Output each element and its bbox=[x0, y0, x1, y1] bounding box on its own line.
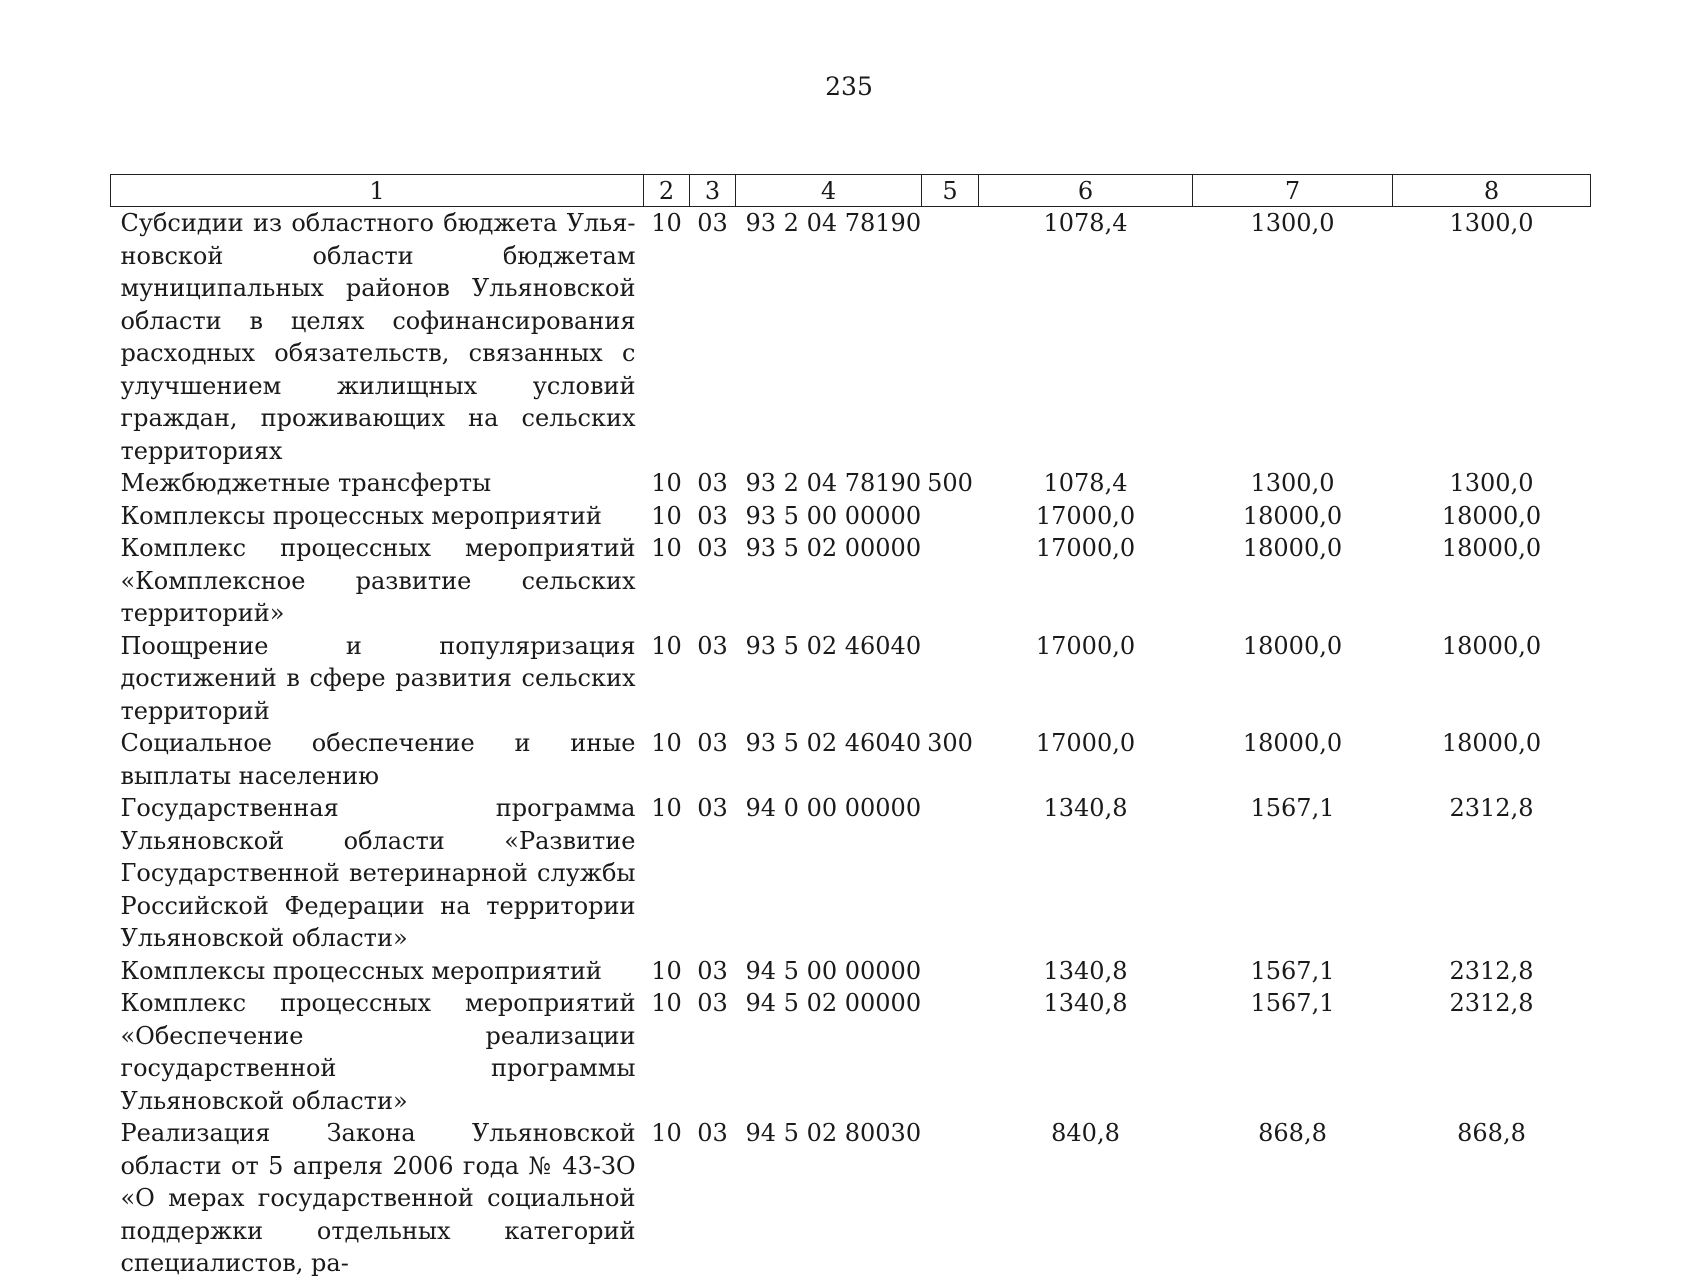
amount-col-6: 17000,0 bbox=[1035, 534, 1136, 562]
expense-type-code bbox=[922, 1117, 979, 1280]
amount-col-8: 18000,0 bbox=[1441, 631, 1542, 660]
row-description: Реализация Закона Ульяновской области от 5 апреля 2006 года № 43-ЗО «О мерах государственной социальной поддержки отдельных категорий специалистов, ра- bbox=[120, 1119, 636, 1277]
expense-type-code: 300 bbox=[927, 729, 973, 757]
amount-col-6: 17000,0 bbox=[1035, 631, 1136, 660]
amount-col-8: 2312,8 bbox=[1449, 956, 1534, 985]
page-number: 235 bbox=[825, 72, 873, 101]
table-row bbox=[111, 792, 1591, 955]
section-code: 10 bbox=[651, 469, 682, 497]
row-description: Социальное обеспечение и иные выплаты населению bbox=[120, 729, 636, 790]
table-row bbox=[111, 467, 1591, 500]
row-description: Поощрение и популяризация достижений в сфере развития сельских территорий bbox=[120, 631, 636, 725]
table-row bbox=[111, 630, 1591, 728]
column-header: 3 bbox=[690, 175, 736, 207]
amount-col-6: 1340,8 bbox=[1043, 956, 1128, 985]
subsection-code: 03 bbox=[697, 989, 728, 1017]
amount-col-7: 18000,0 bbox=[1242, 631, 1343, 660]
amount-col-7: 868,8 bbox=[1258, 1119, 1327, 1147]
target-article-code: 93 2 04 78190 bbox=[745, 209, 922, 237]
amount-col-7: 18000,0 bbox=[1242, 729, 1343, 757]
amount-col-7: 18000,0 bbox=[1242, 534, 1343, 562]
subsection-code: 03 bbox=[697, 956, 728, 985]
amount-col-6: 840,8 bbox=[1051, 1119, 1120, 1147]
section-code: 10 bbox=[651, 729, 682, 757]
subsection-code: 03 bbox=[697, 631, 728, 660]
expense-type-code: 500 bbox=[927, 469, 973, 497]
expense-type-code bbox=[922, 500, 979, 533]
section-code: 10 bbox=[651, 956, 682, 985]
amount-col-6: 1078,4 bbox=[1043, 209, 1128, 237]
amount-col-8: 18000,0 bbox=[1441, 534, 1542, 562]
subsection-code: 03 bbox=[697, 794, 728, 822]
expense-type-code bbox=[922, 630, 979, 728]
amount-col-6: 1340,8 bbox=[1043, 794, 1128, 822]
amount-col-7: 1300,0 bbox=[1250, 469, 1335, 497]
row-description: Комплексы процессных мероприятий bbox=[120, 501, 602, 530]
row-description: Комплекс процессных мероприятий «Обеспечение реализации государственной программы Ульяновской области» bbox=[120, 989, 636, 1115]
row-description: Комплекс процессных мероприятий «Комплексное развитие сельских территорий» bbox=[120, 534, 636, 627]
subsection-code: 03 bbox=[697, 534, 728, 562]
amount-col-6: 1340,8 bbox=[1043, 989, 1128, 1017]
subsection-code: 03 bbox=[697, 209, 728, 237]
amount-col-8: 2312,8 bbox=[1449, 989, 1534, 1017]
column-header: 4 bbox=[736, 175, 922, 207]
table-row bbox=[111, 207, 1591, 468]
amount-col-8: 2312,8 bbox=[1449, 794, 1534, 822]
table-row bbox=[111, 532, 1591, 630]
expense-type-code bbox=[922, 207, 979, 468]
subsection-code: 03 bbox=[697, 1119, 728, 1147]
subsection-code: 03 bbox=[697, 501, 728, 530]
target-article-code: 93 5 02 00000 bbox=[745, 534, 922, 562]
section-code: 10 bbox=[651, 631, 682, 660]
amount-col-8: 868,8 bbox=[1457, 1119, 1526, 1147]
amount-col-8: 1300,0 bbox=[1449, 209, 1534, 237]
table-row bbox=[111, 727, 1591, 792]
amount-col-6: 1078,4 bbox=[1043, 469, 1128, 497]
section-code: 10 bbox=[651, 1119, 682, 1147]
table-row bbox=[111, 500, 1591, 533]
target-article-code: 93 2 04 78190 bbox=[745, 469, 922, 497]
table-row bbox=[111, 987, 1591, 1117]
subsection-code: 03 bbox=[697, 469, 728, 497]
expense-type-code bbox=[922, 532, 979, 630]
amount-col-7: 18000,0 bbox=[1242, 501, 1343, 530]
target-article-code: 94 5 02 00000 bbox=[745, 989, 922, 1017]
target-article-code: 93 5 00 00000 bbox=[745, 501, 922, 530]
amount-col-7: 1300,0 bbox=[1250, 209, 1335, 237]
table-row bbox=[111, 1117, 1591, 1280]
row-description: Комплексы процессных мероприятий bbox=[120, 956, 602, 985]
table-header-row bbox=[111, 175, 1591, 207]
row-description: Субсидии из областного бюджета Ульяновской области бюджетам муниципальных районов Ульяновской области в целях софинансирования расходных обязательств, связанных с улучшением жилищных условий граждан, проживающих на сельских территориях bbox=[120, 209, 636, 465]
budget-table bbox=[110, 174, 1591, 1280]
expense-type-code bbox=[922, 955, 979, 988]
column-header: 8 bbox=[1393, 175, 1591, 207]
amount-col-6: 17000,0 bbox=[1035, 501, 1136, 530]
target-article-code: 94 0 00 00000 bbox=[745, 794, 922, 822]
column-header: 1 bbox=[111, 175, 644, 207]
table-row bbox=[111, 955, 1591, 988]
amount-col-7: 1567,1 bbox=[1250, 989, 1335, 1017]
subsection-code: 03 bbox=[697, 729, 728, 757]
section-code: 10 bbox=[651, 534, 682, 562]
section-code: 10 bbox=[651, 794, 682, 822]
target-article-code: 93 5 02 46040 bbox=[745, 729, 922, 757]
column-header: 5 bbox=[922, 175, 979, 207]
section-code: 10 bbox=[651, 989, 682, 1017]
section-code: 10 bbox=[651, 501, 682, 530]
amount-col-6: 17000,0 bbox=[1035, 729, 1136, 757]
amount-col-8: 1300,0 bbox=[1449, 469, 1534, 497]
column-header: 6 bbox=[979, 175, 1193, 207]
expense-type-code bbox=[922, 987, 979, 1117]
row-description: Государственная программа Ульяновской области «Развитие Государственной ветеринарной службы Российской Федерации на территории Ульяновской области» bbox=[120, 794, 636, 952]
column-header: 2 bbox=[644, 175, 690, 207]
section-code: 10 bbox=[651, 209, 682, 237]
amount-col-8: 18000,0 bbox=[1441, 729, 1542, 757]
row-description: Межбюджетные трансферты bbox=[120, 469, 492, 497]
amount-col-8: 18000,0 bbox=[1441, 501, 1542, 530]
amount-col-7: 1567,1 bbox=[1250, 956, 1335, 985]
target-article-code: 94 5 00 00000 bbox=[745, 956, 922, 985]
amount-col-7: 1567,1 bbox=[1250, 794, 1335, 822]
expense-type-code bbox=[922, 792, 979, 955]
target-article-code: 94 5 02 80030 bbox=[745, 1119, 922, 1147]
table-body bbox=[111, 207, 1591, 1280]
target-article-code: 93 5 02 46040 bbox=[745, 631, 922, 660]
column-header: 7 bbox=[1193, 175, 1393, 207]
